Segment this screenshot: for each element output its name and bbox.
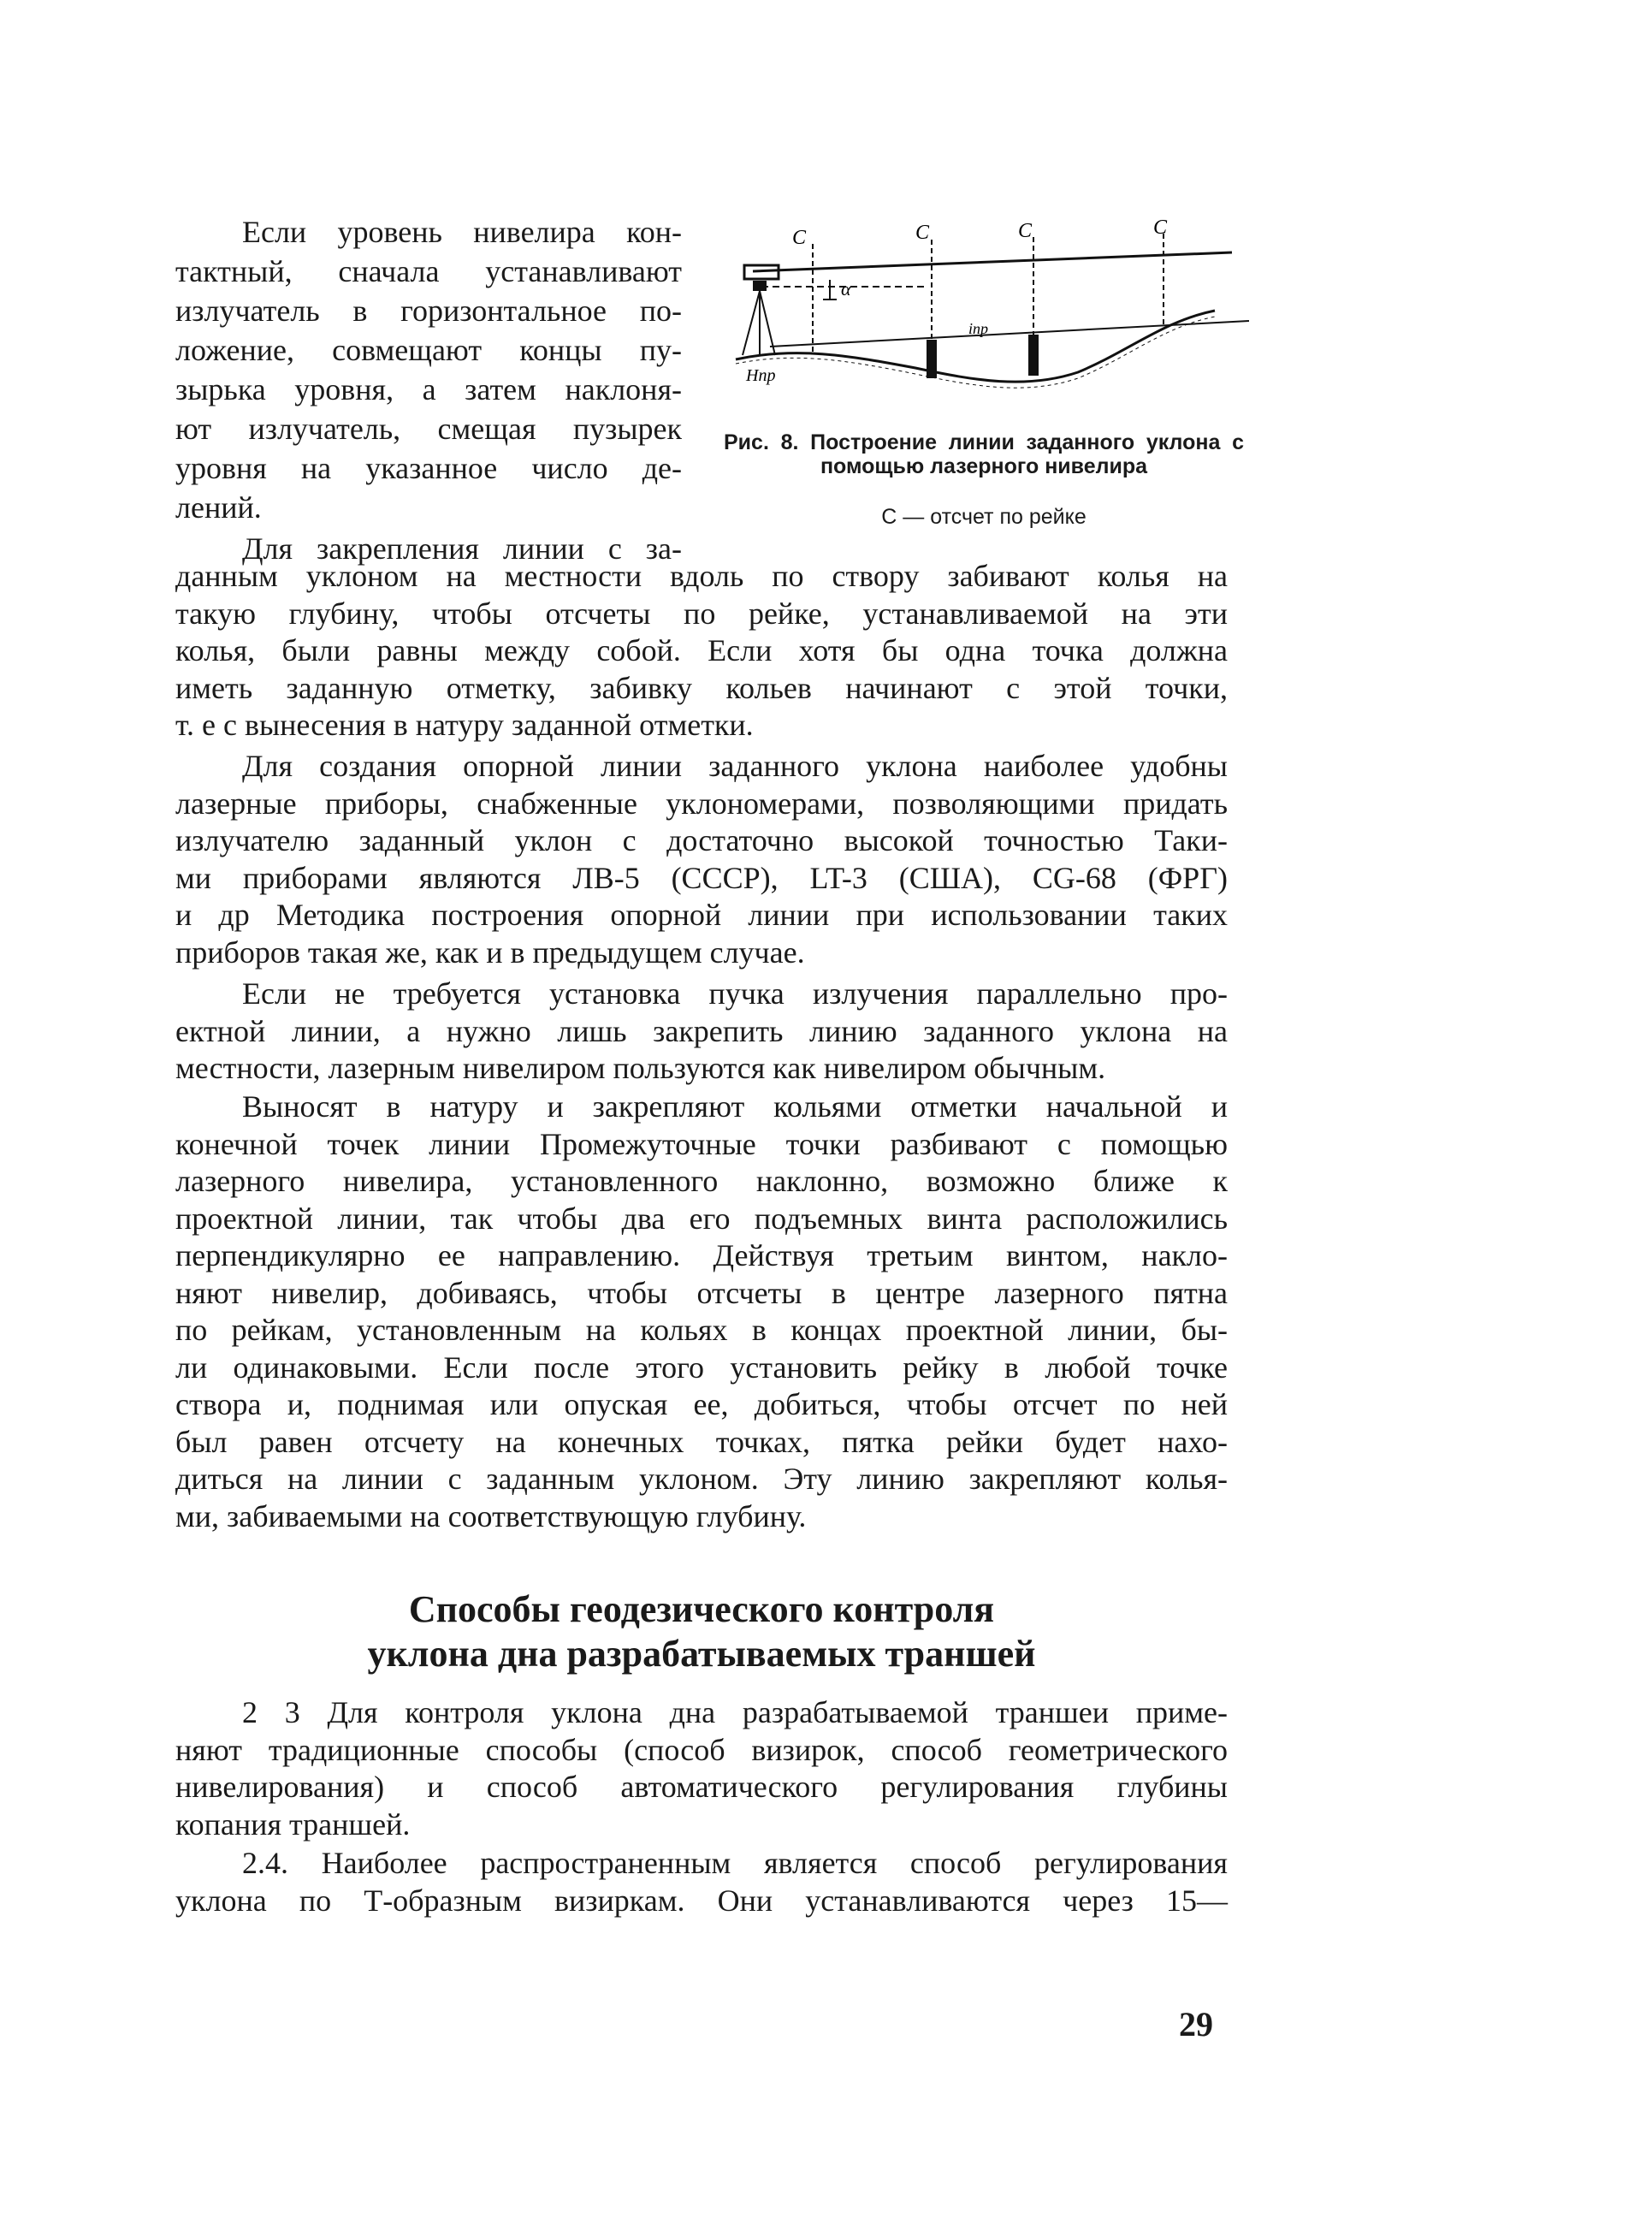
text-line: уровня на указанное число де- bbox=[175, 451, 682, 485]
text-line: по рейкам, установленным на кольях в концах проектной линии, бы- bbox=[175, 1313, 1228, 1347]
text-line: лений. bbox=[175, 490, 262, 525]
text-line: излучатель в горизонтальное по- bbox=[175, 294, 682, 328]
text-line: копания траншей. bbox=[175, 1806, 411, 1842]
text-line: няют нивелир, добиваясь, чтобы отсчеты в центре лазерного пятна bbox=[175, 1275, 1228, 1310]
label-c2: C bbox=[915, 222, 930, 244]
text-line: 2.4. Наиболее распространенным является способ регулирования bbox=[242, 1846, 1228, 1880]
paragraph-5 bbox=[175, 1088, 1228, 1535]
text-line: был равен отсчету на конечных точках, пятка рейки будет нахо- bbox=[175, 1424, 1228, 1459]
text-line: ми, забиваемыми на соответствующую глубину. bbox=[175, 1498, 807, 1533]
label-alpha: α bbox=[841, 278, 851, 300]
text-line: лазерные приборы, снабженные уклономерами, позволяющими придать bbox=[175, 786, 1228, 821]
text-line: уклона по Т-образным визиркам. Они устанавливаются через 15— bbox=[175, 1883, 1228, 1918]
diagram-svg bbox=[719, 218, 1249, 424]
left-column-text bbox=[175, 212, 682, 568]
text-line: конечной точек линии Промежуточные точки разбивают с помощью bbox=[175, 1126, 1228, 1161]
heading-line-1: Способы геодезического контроля bbox=[408, 1588, 995, 1630]
paragraph-7 bbox=[175, 1845, 1228, 1919]
text-line: данным уклоном на местности вдоль по створу забивают колья на bbox=[175, 559, 1228, 593]
paragraph-6 bbox=[175, 1694, 1228, 1843]
figure-caption: Рис. 8. Построение линии заданного уклона с помощью лазерного нивелира bbox=[724, 430, 1244, 478]
text-line: Выносят в натуру и закрепляют кольями отметки начальной и bbox=[242, 1089, 1228, 1124]
heading-line-2: уклона дна разрабатываемых траншей bbox=[367, 1633, 1036, 1675]
text-line: колья, были равны между собой. Если хотя бы одна точка должна bbox=[175, 633, 1228, 667]
text-line: ектной линии, а нужно лишь закрепить линию заданного уклона на bbox=[175, 1013, 1228, 1048]
text-line: нивелирования) и способ автоматического регулирования глубины bbox=[175, 1770, 1228, 1804]
paragraph-3 bbox=[175, 748, 1228, 971]
label-c1: C bbox=[792, 227, 807, 249]
text-line: ложение, совмещают концы пу- bbox=[175, 333, 682, 367]
text-line: иметь заданную отметку, забивку кольев начинают с этой точки, bbox=[175, 670, 1228, 705]
text-line: Для закрепления линии с за- bbox=[242, 531, 682, 566]
page-number: 29 bbox=[1179, 2005, 1213, 2043]
text-line: Если не требуется установка пучка излучения параллельно про- bbox=[242, 976, 1228, 1011]
text-line: диться на линии с заданным уклоном. Эту линию закрепляют колья- bbox=[175, 1462, 1228, 1496]
text-line: Для создания опорной линии заданного уклона наиболее удобны bbox=[242, 749, 1228, 783]
text-line: тактный, сначала устанавливают bbox=[175, 254, 682, 288]
text-line: излучателю заданный уклон с достаточно высокой точностью Таки- bbox=[175, 823, 1228, 857]
label-c4: C bbox=[1153, 218, 1168, 239]
text-line: местности, лазерным нивелиром пользуются как нивелиром обычным. bbox=[175, 1051, 1106, 1085]
text-line: перпендикулярно ее направлению. Действуя третьим винтом, накло- bbox=[175, 1238, 1228, 1272]
paragraph-4 bbox=[175, 976, 1228, 1088]
figure-laser-level-diagram bbox=[719, 218, 1249, 424]
text-line: и др Методика построения опорной линии при использовании таких bbox=[175, 898, 1228, 932]
text-line: приборов такая же, как и в предыдущем случае. bbox=[175, 934, 805, 970]
text-line: Если уровень нивелира кон- bbox=[242, 215, 682, 249]
label-l-pr: iпр bbox=[968, 320, 989, 337]
text-line: такую глубину, чтобы отсчеты по рейке, устанавливаемой на эти bbox=[175, 596, 1228, 631]
text-line: 2 3 Для контроля уклона дна разрабатываемой траншеи приме- bbox=[242, 1695, 1228, 1729]
text-line: лазерного нивелира, установленного наклонно, возможно ближе к bbox=[175, 1164, 1228, 1198]
text-line: ют излучатель, смещая пузырек bbox=[175, 412, 682, 446]
text-line: створа и, поднимая или опуская ее, добиться, чтобы отсчет по ней bbox=[175, 1387, 1228, 1421]
text-line: ли одинаковыми. Если после этого установить рейку в любой точке bbox=[175, 1349, 1228, 1385]
label-c3: C bbox=[1018, 220, 1033, 242]
text-line: няют традиционные способы (способ визирок, способ геометрического bbox=[175, 1732, 1228, 1767]
text-line: т. е с вынесения в натуру заданной отметки. bbox=[175, 708, 754, 742]
text-line: ми приборами являются ЛВ-5 (СССР), LT-3 (США), CG-68 (ФРГ) bbox=[175, 860, 1228, 895]
figure-caption-sub: С — отсчет по рейке bbox=[881, 505, 1087, 529]
text-line: проектной линии, так чтобы два его подъемных винта расположились bbox=[175, 1201, 1228, 1236]
paragraph-2-continued bbox=[175, 558, 1228, 744]
text-line: зырька уровня, а затем наклоня- bbox=[175, 372, 682, 406]
label-h-pr: Hпр bbox=[746, 366, 776, 385]
section-heading bbox=[175, 1587, 1228, 1676]
